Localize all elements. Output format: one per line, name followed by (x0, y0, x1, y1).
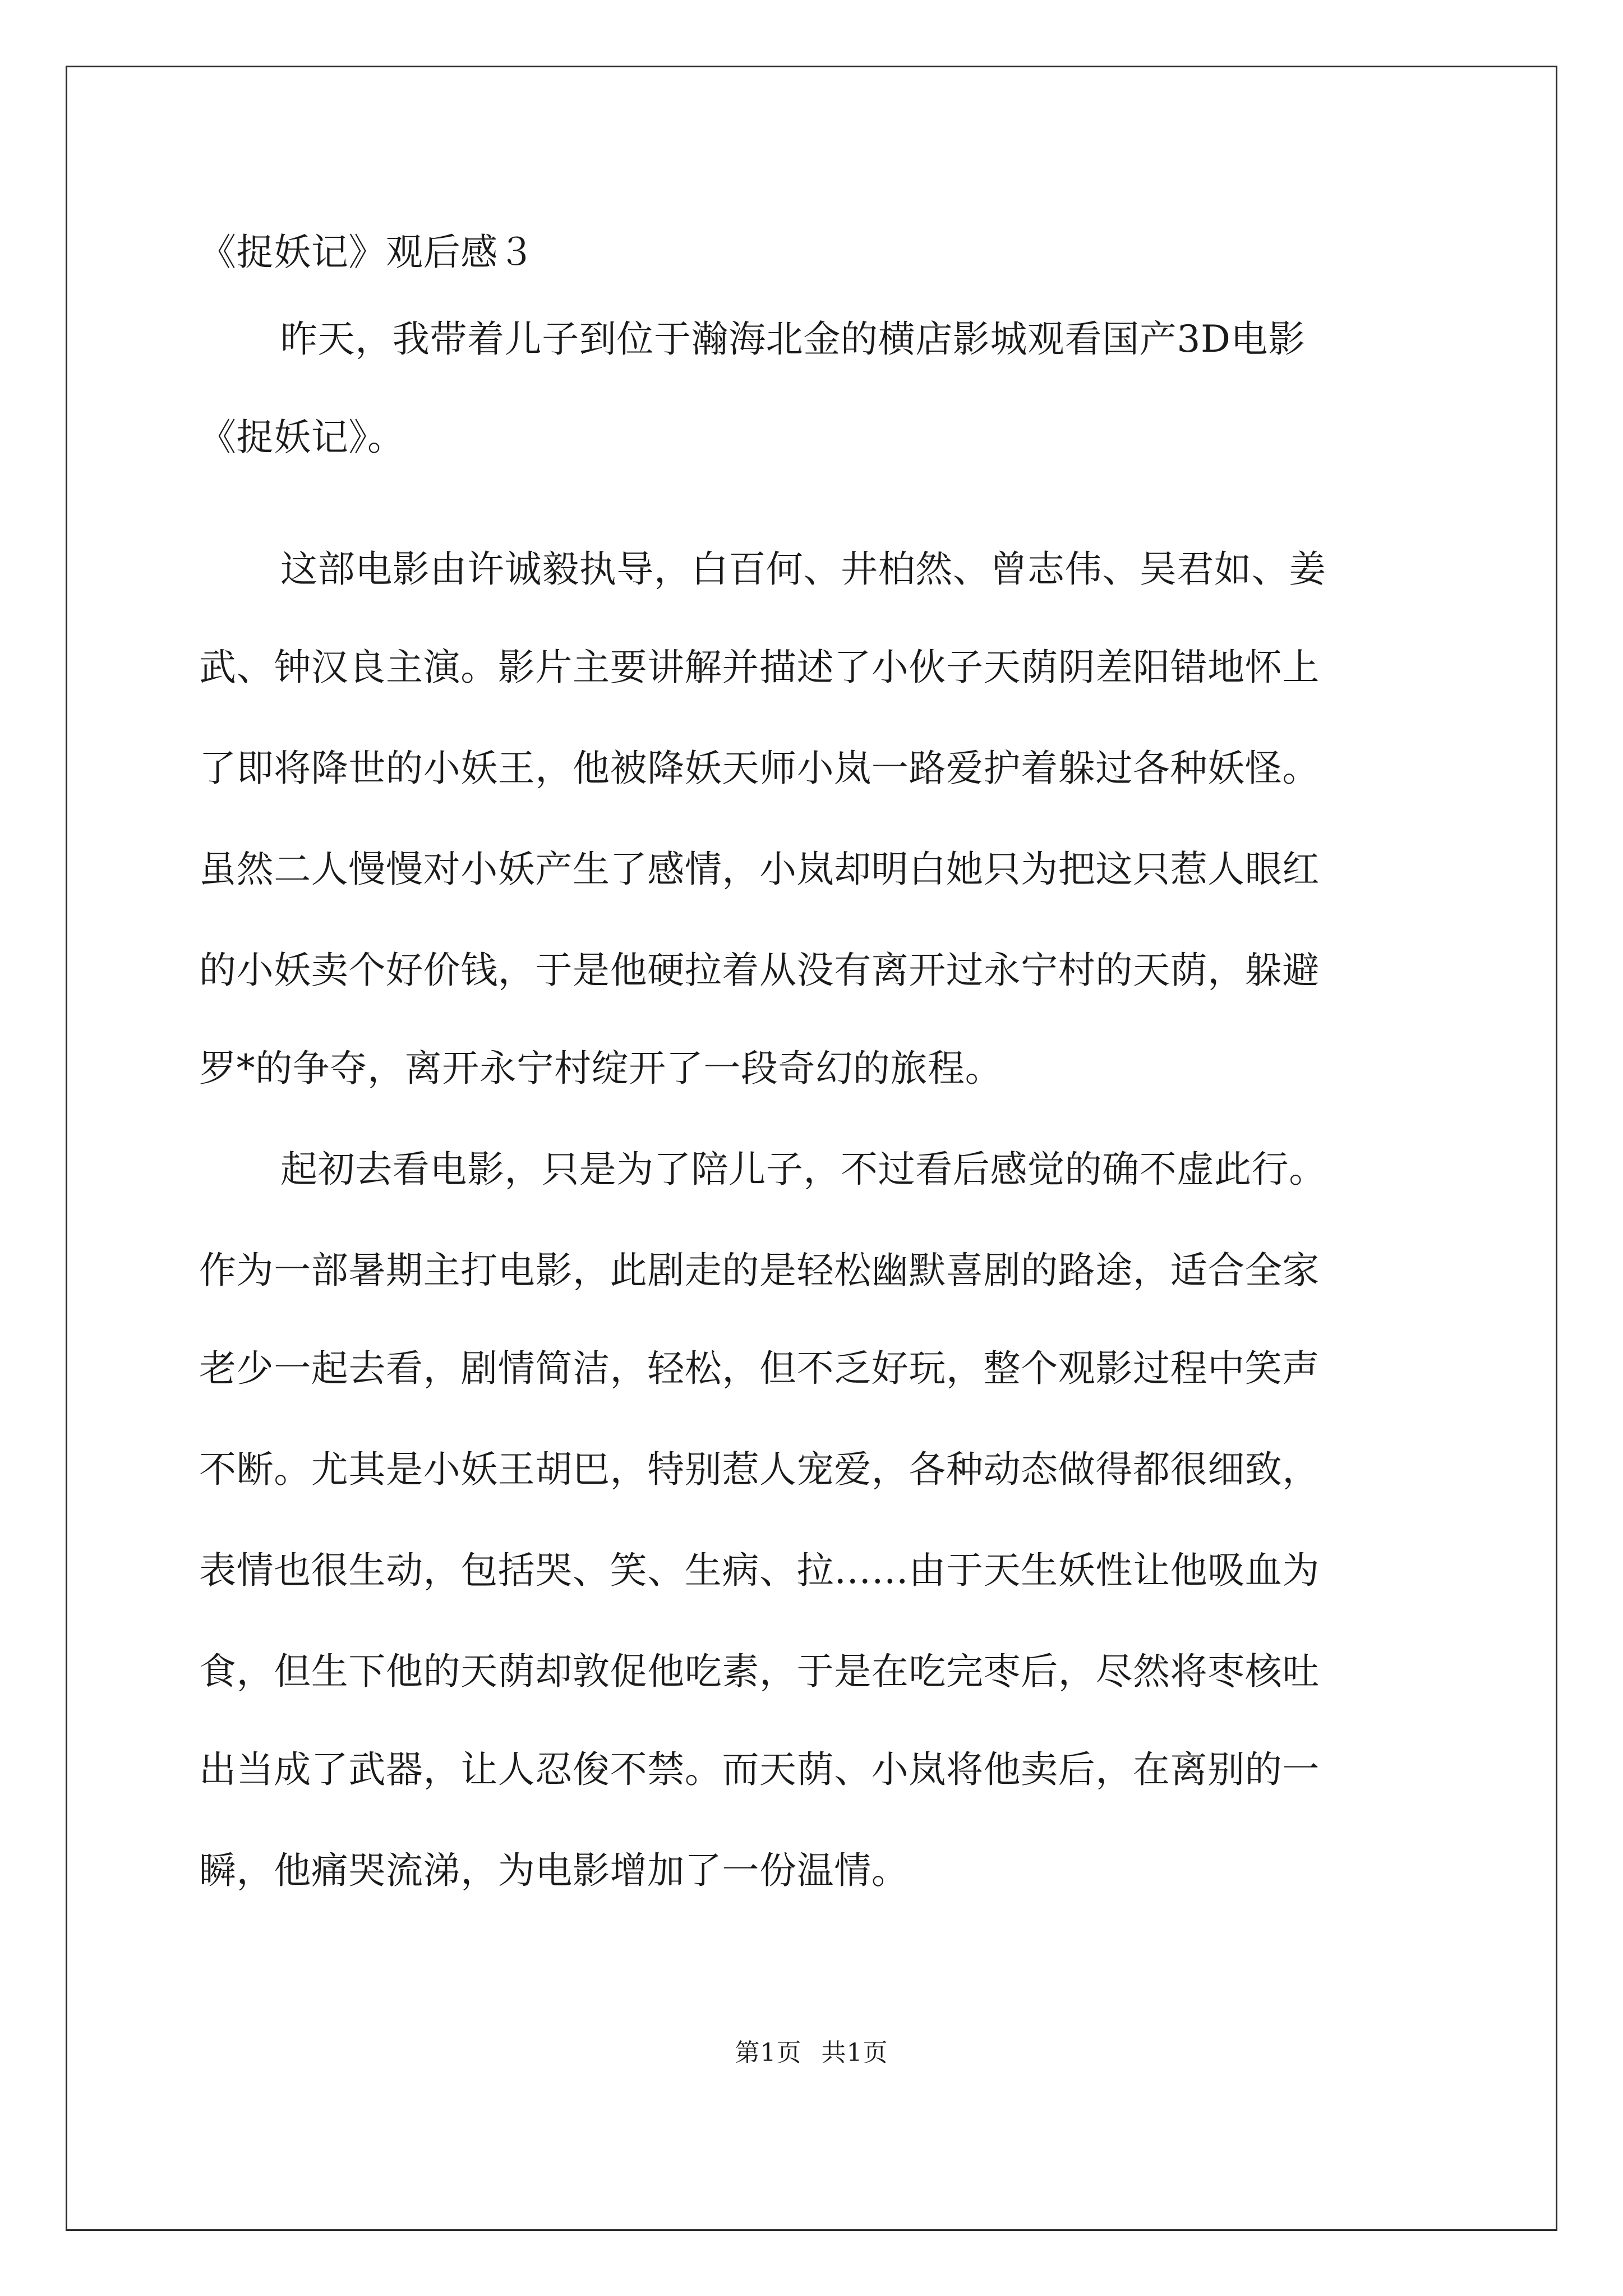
paragraph-line: 作为一部暑期主打电影，此剧走的是轻松幽默喜剧的路途，适合全家 (199, 1249, 1320, 1292)
paragraph-line: 食，但生下他的天荫却敦促他吃素，于是在吃完枣后，尽然将枣核吐 (199, 1650, 1320, 1693)
paragraph-line: 不断。尤其是小妖王胡巴，特别惹人宠爱，各种动态做得都很细致， (199, 1448, 1320, 1491)
page-footer (0, 2036, 1623, 2070)
paragraph-line: 了即将降世的小妖王，他被降妖天师小岚一路爱护着躲过各种妖怪。 (199, 747, 1320, 790)
paragraph-line: 老少一起去看，剧情简洁，轻松，但不乏好玩，整个观影过程中笑声 (199, 1347, 1320, 1390)
paragraph-line: 这部电影由许诚毅执导，白百何、井柏然、曾志伟、吴君如、姜 (280, 547, 1326, 591)
paragraph-line: 起初去看电影，只是为了陪儿子，不过看后感觉的确不虚此行。 (280, 1148, 1326, 1191)
paragraph-line: 瞬，他痛哭流涕，为电影增加了一份温情。 (199, 1849, 909, 1892)
paragraph-line: 表情也很生动，包括哭、笑、生病、拉……由于天生妖性让他吸血为 (199, 1549, 1320, 1592)
paragraph-line: 昨天，我带着儿子到位于瀚海北金的横店影城观看国产3D电影 (280, 318, 1306, 361)
document-title: 《捉妖记》观后感３ (199, 231, 536, 274)
paragraph-line: 出当成了武器，让人忍俊不禁。而天荫、小岚将他卖后，在离别的一 (199, 1748, 1320, 1791)
paragraph-line: 虽然二人慢慢对小妖产生了感情，小岚却明白她只为把这只惹人眼红 (199, 848, 1320, 891)
paragraph-line: 罗*的争夺，离开永宁村绽开了一段奇幻的旅程。 (199, 1047, 1003, 1090)
page-total: 共1页 (821, 2039, 888, 2067)
page-number: 第1页 (735, 2039, 802, 2067)
paragraph-line: 《捉妖记》。 (199, 416, 405, 459)
paragraph-line: 的小妖卖个好价钱，于是他硬拉着从没有离开过永宁村的天荫，躲避 (199, 949, 1320, 992)
paragraph-line: 武、钟汉良主演。影片主要讲解并描述了小伙子天荫阴差阳错地怀上 (199, 646, 1320, 689)
